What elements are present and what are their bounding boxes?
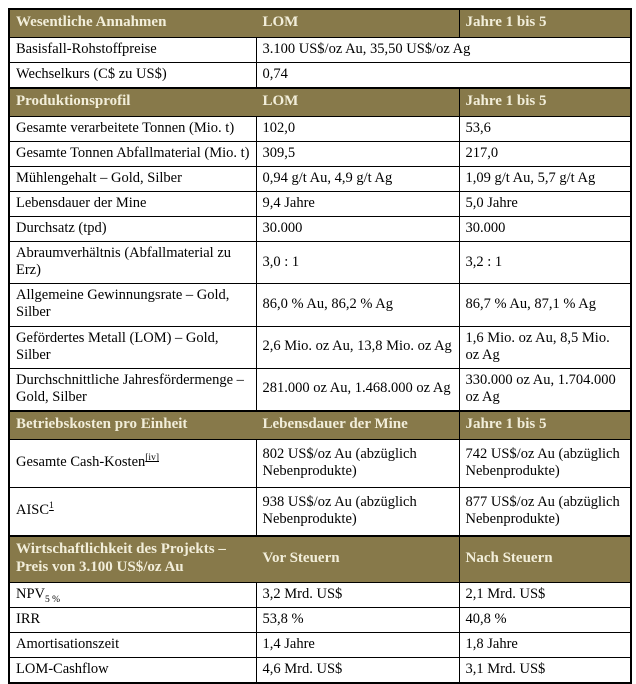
row-label: Gesamte Tonnen Abfallmaterial (Mio. t)	[9, 141, 256, 166]
row-label: Allgemeine Gewinnungsrate – Gold, Silber	[9, 284, 256, 326]
table-row	[9, 632, 631, 657]
section-header-col-lom: LOM	[256, 88, 459, 116]
section-header-title: Wirtschaftlichkeit des Projekts – Preis von 3.100 US$/oz Au	[9, 536, 256, 582]
section-header-col-pretax: Vor Steuern	[256, 536, 459, 582]
row-value-lom: 281.000 oz Au, 1.468.000 oz Ag	[256, 368, 459, 411]
npv-discount-subscript: 5 %	[45, 594, 61, 605]
table-row	[9, 37, 631, 62]
table-row	[9, 217, 631, 242]
row-value-posttax: 3,1 Mrd. US$	[459, 657, 631, 683]
table-row	[9, 242, 631, 284]
row-value-span: 0,74	[256, 62, 631, 88]
row-label: Gesamte verarbeitete Tonnen (Mio. t)	[9, 116, 256, 141]
row-value-years: 86,7 % Au, 87,1 % Ag	[459, 284, 631, 326]
row-label: Durchschnittliche Jahresfördermenge – Gold, Silber	[9, 368, 256, 411]
section-header-row-production	[9, 88, 631, 116]
row-label: IRR	[9, 607, 256, 632]
row-label: LOM-Cashflow	[9, 657, 256, 683]
row-value-years: 30.000	[459, 217, 631, 242]
row-value-years: 742 US$/oz Au (abzüglich Nebenprodukte)	[459, 439, 631, 487]
row-value-years: 1,09 g/t Au, 5,7 g/t Ag	[459, 166, 631, 191]
row-value-posttax: 40,8 %	[459, 607, 631, 632]
section-header-row-assumptions	[9, 9, 631, 37]
table-row	[9, 191, 631, 216]
section-header-col-lom: Lebensdauer der Mine	[256, 411, 459, 439]
row-value-lom: 938 US$/oz Au (abzüglich Nebenprodukte)	[256, 487, 459, 536]
row-label: Durchsatz (tpd)	[9, 217, 256, 242]
row-value-years: 53,6	[459, 116, 631, 141]
row-label	[9, 439, 256, 487]
row-label-text: Gesamte Cash-Kosten	[16, 454, 146, 471]
row-label: Basisfall-Rohstoffpreise	[9, 37, 256, 62]
table-row	[9, 326, 631, 368]
section-header-col-years: Jahre 1 bis 5	[459, 9, 631, 37]
table-row	[9, 284, 631, 326]
table-row	[9, 439, 631, 487]
row-value-lom: 3,0 : 1	[256, 242, 459, 284]
row-value-years: 5,0 Jahre	[459, 191, 631, 216]
table-row	[9, 607, 631, 632]
key-assumptions-table	[8, 8, 632, 684]
row-value-lom: 102,0	[256, 116, 459, 141]
section-header-col-posttax: Nach Steuern	[459, 536, 631, 582]
row-value-span: 3.100 US$/oz Au, 35,50 US$/oz Ag	[256, 37, 631, 62]
row-label: Wechselkurs (C$ zu US$)	[9, 62, 256, 88]
row-value-years: 3,2 : 1	[459, 242, 631, 284]
row-label-text: NPV	[16, 585, 46, 602]
section-header-title: Betriebskosten pro Einheit	[9, 411, 256, 439]
footnote-marker: 1	[49, 501, 54, 512]
row-value-lom: 9,4 Jahre	[256, 191, 459, 216]
table-row	[9, 582, 631, 607]
row-value-years: 1,6 Mio. oz Au, 8,5 Mio. oz Ag	[459, 326, 631, 368]
section-header-row-unit-costs	[9, 411, 631, 439]
row-value-pretax: 3,2 Mrd. US$	[256, 582, 459, 607]
row-value-years: 330.000 oz Au, 1.704.000 oz Ag	[459, 368, 631, 411]
row-value-years: 877 US$/oz Au (abzüglich Nebenprodukte)	[459, 487, 631, 536]
section-header-title: Wesentliche Annahmen	[9, 9, 256, 37]
table-row	[9, 166, 631, 191]
row-label	[9, 487, 256, 536]
row-value-lom: 309,5	[256, 141, 459, 166]
row-value-lom: 30.000	[256, 217, 459, 242]
row-label	[9, 582, 256, 607]
table-row	[9, 368, 631, 411]
row-value-pretax: 4,6 Mrd. US$	[256, 657, 459, 683]
row-label: Abraumverhältnis (Abfallmaterial zu Erz)	[9, 242, 256, 284]
row-value-lom: 802 US$/oz Au (abzüglich Nebenprodukte)	[256, 439, 459, 487]
table-row	[9, 657, 631, 683]
row-value-lom: 86,0 % Au, 86,2 % Ag	[256, 284, 459, 326]
row-value-years: 217,0	[459, 141, 631, 166]
row-label-text: AISC	[16, 502, 50, 519]
section-header-title: Produktionsprofil	[9, 88, 256, 116]
row-value-lom: 0,94 g/t Au, 4,9 g/t Ag	[256, 166, 459, 191]
row-value-pretax: 1,4 Jahre	[256, 632, 459, 657]
section-header-row-economics	[9, 536, 631, 582]
row-value-posttax: 1,8 Jahre	[459, 632, 631, 657]
row-value-pretax: 53,8 %	[256, 607, 459, 632]
row-label: Mühlengehalt – Gold, Silber	[9, 166, 256, 191]
row-value-lom: 2,6 Mio. oz Au, 13,8 Mio. oz Ag	[256, 326, 459, 368]
table-row	[9, 62, 631, 88]
row-label: Lebensdauer der Mine	[9, 191, 256, 216]
section-header-col-years: Jahre 1 bis 5	[459, 411, 631, 439]
section-header-col-years: Jahre 1 bis 5	[459, 88, 631, 116]
footnote-marker: [iv]	[145, 453, 159, 464]
table-row	[9, 141, 631, 166]
row-value-posttax: 2,1 Mrd. US$	[459, 582, 631, 607]
table-row	[9, 487, 631, 536]
section-header-col-lom: LOM	[256, 9, 459, 37]
table-row	[9, 116, 631, 141]
row-label: Amortisationszeit	[9, 632, 256, 657]
row-label: Gefördertes Metall (LOM) – Gold, Silber	[9, 326, 256, 368]
